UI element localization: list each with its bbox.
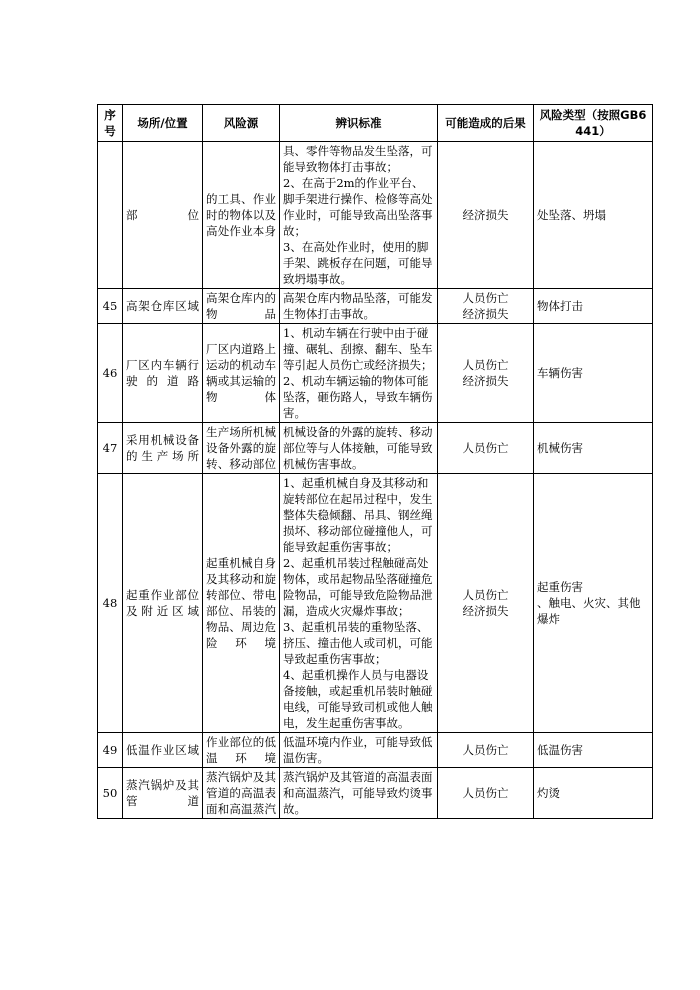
header-criteria: 辨识标准 <box>280 105 438 142</box>
cell-consequence: 经济损失 <box>438 142 534 289</box>
cell-source: 厂区内道路上运动的机动车辆或其运输的物体 <box>203 324 280 423</box>
table-row <box>98 733 653 768</box>
cell-criteria: 1、起重机械自身及其移动和旋转部位在起吊过程中，发生整体失稳倾翻、吊具、钢丝绳损坏、移动部位碰撞他人，可能导致起重伤害事故； 2、起重机吊装过程触碰高处物体，或吊起物品坠落碰撞危险物品，可能导致危险物品泄漏，造成火灾爆炸事故； 3、起重机吊装的重物坠落、挤压、撞击他人或司机，可能导致起重伤害事故； 4、起重机操作人员与电器设备接触，或起重机吊装时触碰电线，可能导致司机或他人触电，发生起重伤害事故。 <box>280 474 438 733</box>
cell-no: 50 <box>98 768 123 819</box>
cell-source: 蒸汽锅炉及其管道的高温表面和高温蒸汽 <box>203 768 280 819</box>
cell-consequence: 人员伤亡 <box>438 423 534 474</box>
cell-place: 起重作业部位及附近区域 <box>123 474 203 733</box>
table-row <box>98 289 653 324</box>
cell-consequence: 人员伤亡 <box>438 768 534 819</box>
document-page <box>97 104 653 819</box>
cell-type: 低温伤害 <box>534 733 653 768</box>
cell-no <box>98 142 123 289</box>
cell-place: 采用机械设备的生产场所 <box>123 423 203 474</box>
cell-consequence: 人员伤亡 经济损失 <box>438 289 534 324</box>
cell-place: 蒸汽锅炉及其管道 <box>123 768 203 819</box>
cell-type: 灼烫 <box>534 768 653 819</box>
cell-source: 起重机械自身及其移动和旋转部位、带电部位、吊装的物品、周边危险环境 <box>203 474 280 733</box>
cell-place: 低温作业区域 <box>123 733 203 768</box>
cell-source: 的工具、作业时的物体以及高处作业本身 <box>203 142 280 289</box>
table-row <box>98 768 653 819</box>
cell-no: 45 <box>98 289 123 324</box>
header-source: 风险源 <box>203 105 280 142</box>
cell-criteria: 1、机动车辆在行驶中由于碰撞、碾轧、刮擦、翻车、坠车等引起人员伤亡或经济损失； 2、机动车辆运输的物体可能坠落，砸伤路人，导致车辆伤害。 <box>280 324 438 423</box>
table-row <box>98 423 653 474</box>
cell-criteria: 具、零件等物品发生坠落，可能导致物体打击事故； 2、在高于2m的作业平台、脚手架进行操作、检修等高处作业时，可能导致高出坠落事故； 3、在高处作业时，使用的脚手架、跳板存在问题，可能导致坍塌事故。 <box>280 142 438 289</box>
cell-type: 起重伤害 、触电、火灾、其他爆炸 <box>534 474 653 733</box>
cell-source: 高架仓库内的物品 <box>203 289 280 324</box>
cell-criteria: 高架仓库内物品坠落，可能发生物体打击事故。 <box>280 289 438 324</box>
header-place: 场所/位置 <box>123 105 203 142</box>
cell-criteria: 机械设备的外露的旋转、移动部位等与人体接触，可能导致机械伤害事故。 <box>280 423 438 474</box>
table-row <box>98 474 653 733</box>
risk-identification-table <box>97 104 653 819</box>
cell-no: 46 <box>98 324 123 423</box>
cell-criteria: 低温环境内作业，可能导致低温伤害。 <box>280 733 438 768</box>
cell-no: 48 <box>98 474 123 733</box>
table-header-row <box>98 105 653 142</box>
cell-type: 机械伤害 <box>534 423 653 474</box>
cell-consequence: 人员伤亡 经济损失 <box>438 324 534 423</box>
cell-place: 厂区内车辆行驶的道路 <box>123 324 203 423</box>
table-row <box>98 142 653 289</box>
cell-source: 生产场所机械设备外露的旋转、移动部位 <box>203 423 280 474</box>
cell-consequence: 人员伤亡 <box>438 733 534 768</box>
cell-type: 处坠落、坍塌 <box>534 142 653 289</box>
cell-consequence: 人员伤亡 经济损失 <box>438 474 534 733</box>
cell-no: 49 <box>98 733 123 768</box>
cell-no: 47 <box>98 423 123 474</box>
header-no: 序号 <box>98 105 123 142</box>
header-type: 风险类型（按照GB6441） <box>534 105 653 142</box>
cell-place: 部位 <box>123 142 203 289</box>
header-consequence: 可能造成的后果 <box>438 105 534 142</box>
cell-type: 车辆伤害 <box>534 324 653 423</box>
table-row <box>98 324 653 423</box>
cell-place: 高架仓库区域 <box>123 289 203 324</box>
cell-source: 作业部位的低温环境 <box>203 733 280 768</box>
cell-type: 物体打击 <box>534 289 653 324</box>
cell-criteria: 蒸汽锅炉及其管道的高温表面和高温蒸汽，可能导致灼烫事故。 <box>280 768 438 819</box>
